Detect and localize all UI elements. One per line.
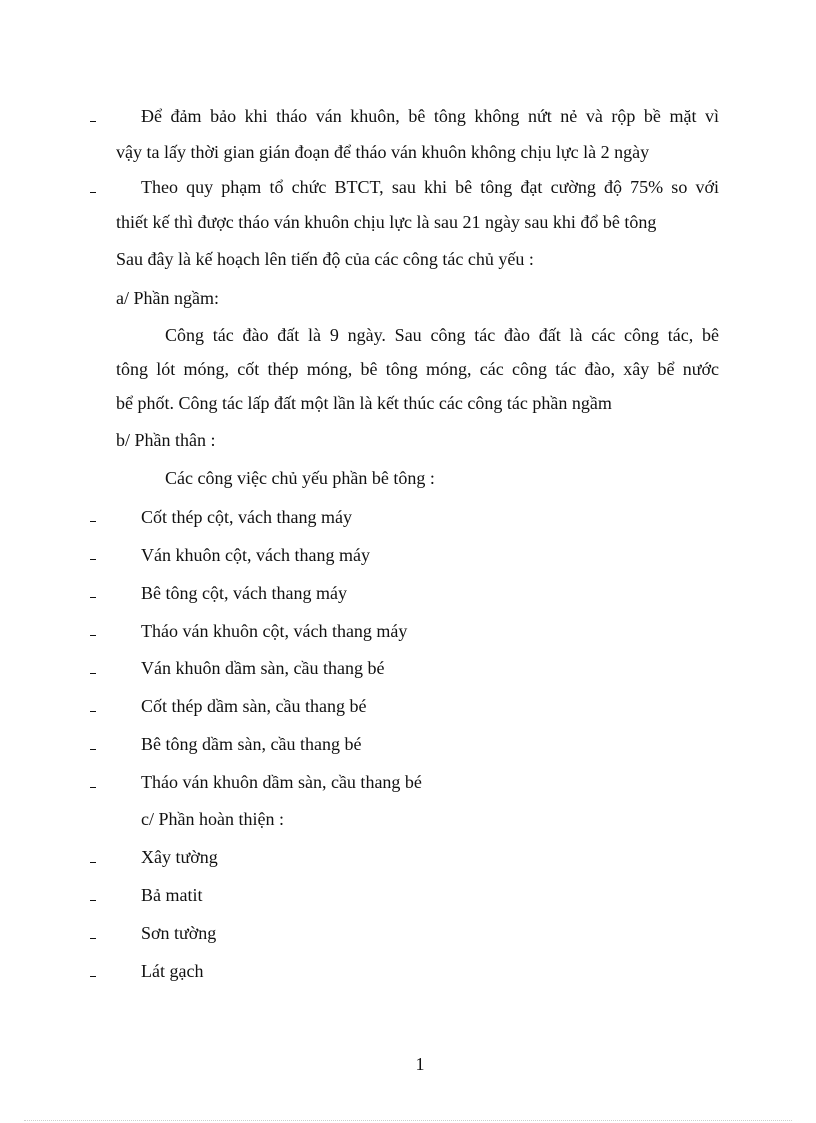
list-item: Tháo ván khuôn cột, vách thang máy [141,621,408,641]
paragraph-line: Sau đây là kế hoạch lên tiến độ của các công tác chủ yếu : [116,249,534,269]
bullet-dash [90,559,96,560]
bullet-dash [90,597,96,598]
bullet-dash [90,711,96,712]
bullet-dash [90,900,96,901]
list-item: Ván khuôn dầm sàn, cầu thang bé [141,658,385,678]
paragraph-line: thiết kế thì được tháo ván khuôn chịu lực là sau 21 ngày sau khi đổ bê tông [116,212,657,232]
paragraph-line: Theo quy phạm tổ chức BTCT, sau khi bê tông đạt cường độ 75% so với [141,177,719,197]
paragraph-line: bể phốt. Công tác lấp đất một lần là kết thúc các công tác phần ngầm [116,393,612,413]
page-edge [24,1120,792,1121]
bullet-dash [90,749,96,750]
list-item: Bả matit [141,885,203,905]
paragraph-line: tông lót móng, cốt thép móng, bê tông móng, các công tác đào, xây bể nước [116,359,719,379]
section-heading: c/ Phần hoàn thiện : [141,809,284,829]
bullet-dash [90,521,96,522]
section-heading: a/ Phần ngầm: [116,288,219,308]
bullet-dash [90,192,96,193]
paragraph-line: vậy ta lấy thời gian gián đoạn để tháo ván khuôn không chịu lực là 2 ngày [116,142,650,162]
bullet-dash [90,787,96,788]
paragraph-line: Các công việc chủ yếu phần bê tông : [165,468,435,488]
list-item: Bê tông dầm sàn, cầu thang bé [141,734,362,754]
section-heading: b/ Phần thân : [116,430,216,450]
list-item: Ván khuôn cột, vách thang máy [141,545,370,565]
list-item: Cốt thép cột, vách thang máy [141,507,352,527]
bullet-dash [90,635,96,636]
bullet-dash [90,121,96,122]
bullet-dash [90,938,96,939]
bullet-dash [90,862,96,863]
paragraph-line: Để đảm bảo khi tháo ván khuôn, bê tông không nứt nẻ và rộp bề mặt vì [141,106,719,126]
list-item: Lát gạch [141,961,204,981]
paragraph-line: Công tác đào đất là 9 ngày. Sau công tác đào đất là các công tác, bê [165,325,719,345]
list-item: Xây tường [141,847,218,867]
list-item: Bê tông cột, vách thang máy [141,583,347,603]
list-item: Tháo ván khuôn dầm sàn, cầu thang bé [141,772,422,792]
list-item: Sơn tường [141,923,217,943]
list-item: Cốt thép dầm sàn, cầu thang bé [141,696,367,716]
page-number: 1 [415,1054,425,1074]
bullet-dash [90,673,96,674]
bullet-dash [90,976,96,977]
